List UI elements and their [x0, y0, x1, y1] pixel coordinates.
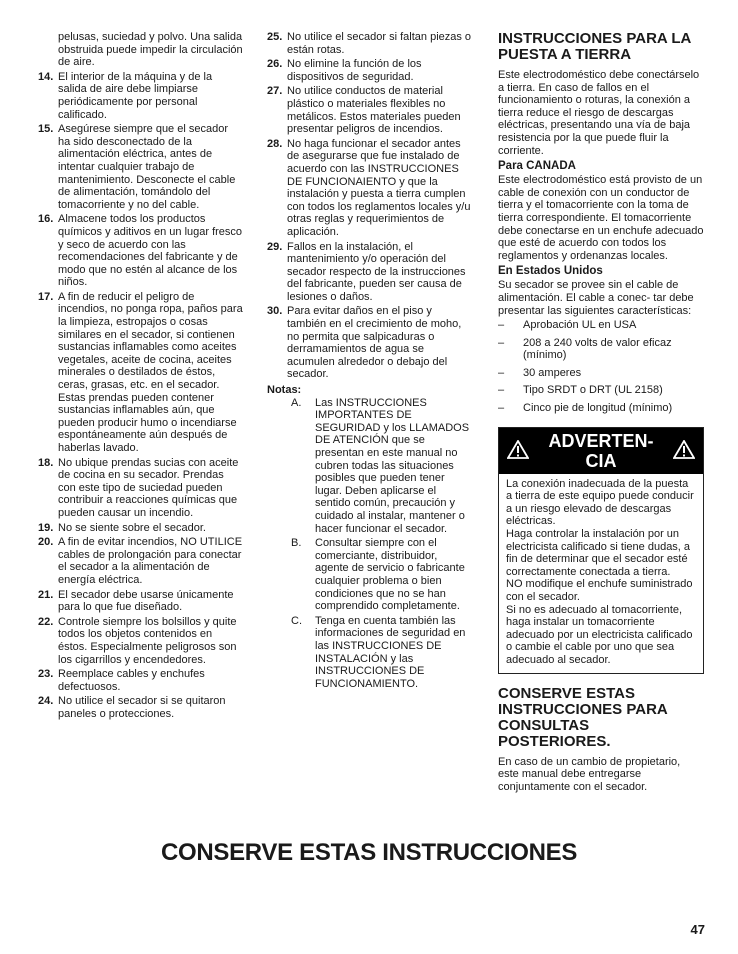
list-item: 21. El secador debe usarse únicamente para lo que fue diseñado. — [38, 588, 234, 614]
canada-heading: Para CANADA — [498, 160, 576, 173]
list-item: 16. Almacene todos los productos químicos y aditivos en un lugar fresco y seco de acuerdo con las recomendaciones del fabricante y de modo que no estén al alcance de los niños. — [38, 213, 243, 289]
note-item: A. Las INSTRUCCIONES IMPORTANTES DE SEGURIDAD y los LLAMADOS DE ATENCIÓN que se presentan en este manual no cubren todas las situaciones posibles que pueden tener lugar. Deben aplicarse el sentido común, precaución y cuidado al instalar, mantener o hacer funcionar el secador. — [291, 396, 470, 535]
list-item: 30. Para evitar daños en el piso y también en el crecimiento de moho, no permita que salpicaduras o derramamientos de agua se acumulen alrededor o debajo del secador. — [267, 305, 462, 381]
list-item: 22. Controle siempre los bolsillos y quite todos los objetos contenidos en éstos. Especialmente peligrosos son los cigarrillos y encendedores. — [38, 615, 237, 666]
grounding-text: Este electrodoméstico debe conectárselo a tierra. En caso de fallos en el funcionamiento o roturas, la conexión a tierra reduce el riesgo de descargas eléctricas, presentando una vía de baja resistencia por la que puede fluir la corriente. — [498, 69, 700, 157]
list-item: 29. Fallos en la instalación, el mantenimiento y/o operación del secador respecto de la instrucciones del fabricante, pueden ser causa de lesiones o daños. — [267, 240, 466, 303]
list-item: 17. A fin de reducir el peligro de incendios, no ponga ropa, paños para la limpieza, estropajos o cosas similares en el secador, si contienen sustancias inflamables como aceites vegetales, aceite de cocina, aceites minerales o destilados de éstos, ceras, grasas, etc. en el secador. Estas prendas pueden contener sustancias inflamables aún, que pueden producir humo o incendiarse espontáneamente aún después de haberlas lavado. — [38, 290, 243, 454]
list-item: 28. No haga funcionar el secador antes de asegurarse que fue instalado de acuerdo con las INSTRUCCIONES DE FUNCIONAIENTO y que la instalación y puesta a tierra cumplen con todos los reglamentos locales y/u otras reglas y requerimientos de aplicación. — [267, 137, 471, 238]
list-item: – 208 a 240 volts de valor eficaz (mínimo) — [498, 336, 672, 362]
warning-line: Haga controlar la instalación por un electricista calificado si tiene dudas, a fin de determinar que el secador esté correctamente conectada a tierra. — [506, 528, 691, 578]
grounding-heading: INSTRUCCIONES PARA LA PUESTA A TIERRA — [498, 30, 691, 63]
usa-heading: En Estados Unidos — [498, 265, 603, 278]
list-item: 15. Asegúrese siempre que el secador ha sido desconectado de la alimentación eléctrica, antes de intentar cualquier trabajo de mantenimiento. Desconecte el cable de alimentación, tomándolo del tomacorriente y no del cable. — [38, 123, 236, 211]
list-item: 27. No utilice conductos de material plástico o materiales flexibles no metálicos. Estos materiales pueden presentar peligros de incendios. — [267, 85, 461, 136]
warning-header — [499, 428, 703, 474]
canada-text: Este electrodoméstico está provisto de un cable de conexión con un conductor de tierra y el tomacorriente con la toma de tierra correspondiente. El tomacorriente debe conectarse en un enchufe adecuado que esté de acuerdo con todos los reglamentos y ordenanzas locales. — [498, 174, 704, 262]
page-number: 47 — [690, 922, 705, 937]
warning-box — [498, 427, 704, 674]
list-item: 23. Reemplace cables y enchufes defectuosos. — [38, 668, 205, 693]
cable-requirements-list — [498, 319, 704, 415]
keep-instructions-heading: CONSERVE ESTAS INSTRUCCIONES PARA CONSULTAS POSTERIORES. — [498, 684, 668, 750]
list-item: 14. El interior de la máquina y de la salida de aire debe limpiarse periódicamente por personal calificado. — [38, 70, 213, 121]
list-item: 18. No ubique prendas sucias con aceite de cocina en su secador. Prendas con este tipo de suciedad pueden contribuir a reacciones químicas que pueden causar un incendio. — [38, 456, 239, 519]
list-item: 25. No utilice el secador si faltan piezas o están rotas. — [267, 31, 472, 56]
list-item: – Tipo SRDT o DRT (UL 2158) — [498, 384, 663, 397]
list-item: 20. A fin de evitar incendios, NO UTILICE cables de prolongación para conectar el secador a la alimentación de energía eléctrica. — [38, 536, 243, 586]
list-item: 26. No elimine la función de los dispositivos de seguridad. — [267, 58, 422, 83]
warning-body — [499, 474, 703, 673]
warning-line: La conexión inadecuada de la puesta a tierra de este equipo puede conducir a un riesgo elevado de descargas eléctricas. — [506, 477, 694, 528]
column-left — [38, 31, 243, 722]
list-item: – Aprobación UL en USA — [498, 319, 637, 332]
note-item: B. Consultar siempre con el comerciante, distribuidor, agente de servicio o fabricante cualquier problema o bien condiciones que no se han comprendido completamente. — [291, 537, 465, 613]
notes-heading: Notas: — [267, 384, 302, 397]
warning-title: ADVERTEN- CIA — [548, 430, 654, 471]
keep-instructions-text: En caso de un cambio de propietario, este manual debe entregarse conjuntamente con el secador. — [498, 755, 681, 793]
note-item: C. Tenga en cuenta también las informaciones de seguridad en las INSTRUCCIONES DE INSTALACIÓN y las INSTRUCCIONES DE FUNCIONAMIENTO. — [291, 614, 466, 690]
list-item: – Cinco pie de longitud (mínimo) — [498, 402, 673, 415]
continued-text: pelusas, suciedad y polvo. Una salida obstruida puede impedir la circulación de aire. — [58, 31, 243, 69]
warning-triangle-icon — [507, 440, 529, 459]
list-item: – 30 amperes — [498, 366, 582, 379]
warning-triangle-icon — [673, 440, 695, 459]
list-item: 19. No se siente sobre el secador. — [38, 521, 206, 534]
column-middle — [267, 31, 472, 692]
list-item: 24. No utilice el secador si se quitaron paneles o protecciones. — [38, 695, 226, 720]
warning-line: NO modifique el enchufe suministrado con el secador. — [506, 578, 693, 603]
warning-line: Si no es adecuado al tomacorriente, haga instalar un tomacorriente adecuado por un electricista calificado o cambie el cable por uno que sea adecuado al secador. — [506, 603, 693, 666]
usa-text: Su secador se provee sin el cable de alimentación. El cable a conec- tar debe presentar las siguientes características: — [498, 279, 694, 317]
footer-title: CONSERVE ESTAS INSTRUCCIONES — [160, 839, 578, 866]
column-right — [498, 31, 704, 793]
